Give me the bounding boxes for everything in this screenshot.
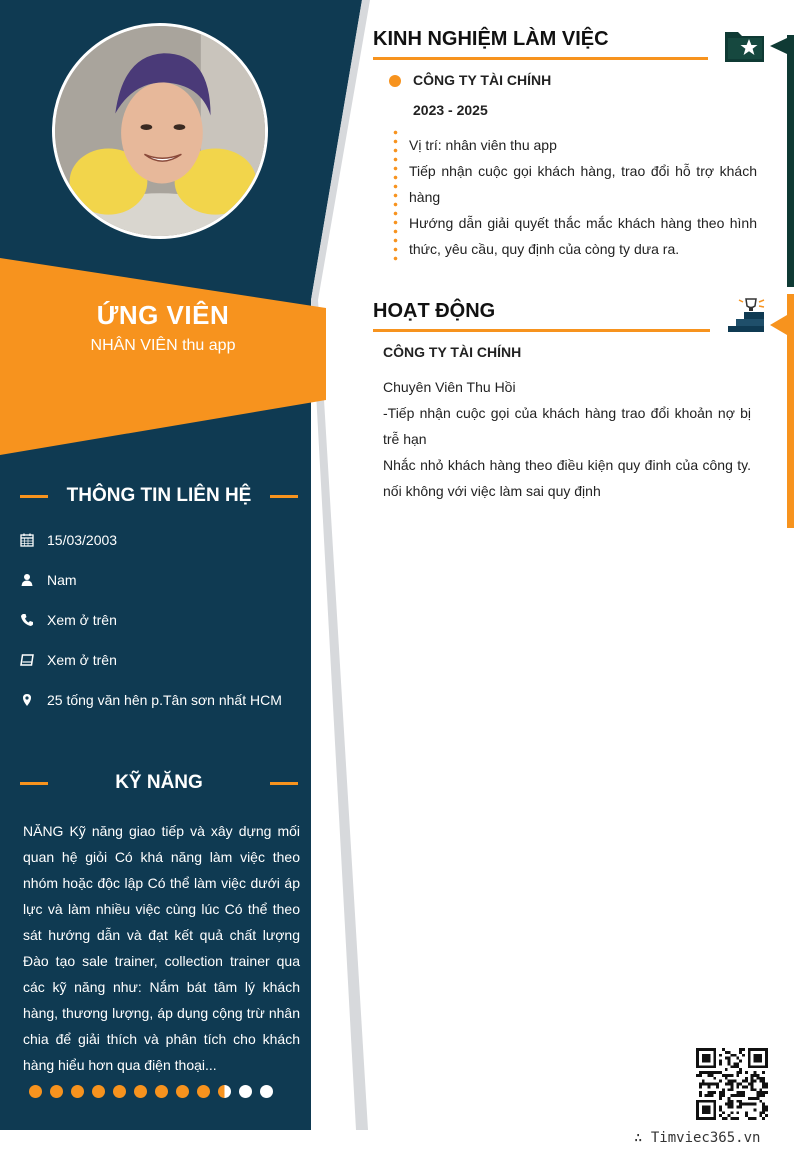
contact-address <box>20 688 320 712</box>
heading-bar-left <box>20 495 48 498</box>
skill-dot <box>260 1085 273 1098</box>
activities-pointer <box>770 315 787 335</box>
stairs-trophy-icon <box>726 296 766 334</box>
birthday-value: 15/03/2003 <box>47 532 118 548</box>
skill-dot <box>113 1085 126 1098</box>
candidate-name: ỨNG VIÊN <box>96 300 230 330</box>
experience-company: CÔNG TY TÀI CHÍNH <box>413 72 552 88</box>
activities-line: Chuyên Viên Thu Hồi <box>383 379 516 395</box>
activities-line: -Tiếp nhận cuộc gọi của khách hàng trao đổi khoản nợ bị trễ hạn <box>383 405 751 447</box>
folder-star-icon <box>724 28 766 64</box>
skill-dot <box>134 1085 147 1098</box>
activities-heading-underline <box>373 329 710 332</box>
contact-birthday <box>20 528 320 552</box>
skill-dot <box>155 1085 168 1098</box>
phone-value: Xem ở trên <box>47 612 117 628</box>
contact-phone <box>20 608 320 632</box>
skill-dot <box>71 1085 84 1098</box>
contact-heading-text: THÔNG TIN LIÊN HỆ <box>66 485 252 506</box>
experience-line: Hướng dẫn giải quyết thắc mắc khách hàng theo hình thức, yêu cầu, quy định của còng ty dưa ra. <box>409 215 757 257</box>
experience-heading: KINH NGHIỆM LÀM VIỆC <box>373 28 609 50</box>
skill-dot <box>50 1085 63 1098</box>
avatar <box>52 23 268 239</box>
skills-description: NĂNG Kỹ năng giao tiếp và xây dựng mối quan hệ giỏi Có khá năng làm việc theo nhóm hoặc độc lập Có thể làm việc dưới áp lực và làm nhiều việc cùng lúc Có thể theo sát hướng dẫn và đạt kết quả chất lượng Đào tạo sale trainer, collection trainer qua các kỹ năng như: Nắm bát tâm lý khách hàng, thương lượng, áp dụng cộng trừ nhân chia để giải thích và phân tích cho khách hàng hiểu hơn qua điện thoại... <box>23 823 300 1073</box>
email-icon <box>20 650 47 670</box>
experience-period: 2023 - 2025 <box>413 102 488 118</box>
user-icon <box>20 570 47 590</box>
calendar-icon <box>20 530 47 550</box>
activities-line: Nhắc nhỏ khách hàng theo điều kiện quy đinh của công ty. nối không với việc làm sai quy định <box>383 457 751 499</box>
skills-heading <box>20 768 298 798</box>
experience-side-bar <box>787 35 794 287</box>
activities-company: CÔNG TY TÀI CHÍNH <box>383 344 522 360</box>
qr-code[interactable] <box>696 1048 768 1120</box>
address-value: 25 tống văn hên p.Tân sơn nhất HCM <box>47 692 282 708</box>
contact-heading <box>20 481 298 511</box>
skill-dot <box>239 1085 252 1098</box>
activities-description <box>383 374 751 504</box>
activities-side-bar <box>787 294 794 528</box>
experience-line: Tiếp nhận cuộc gọi khách hàng, trao đổi hỗ trợ khách hàng <box>409 163 757 205</box>
skills-heading-text: KỸ NĂNG <box>115 772 203 793</box>
skill-dot <box>197 1085 210 1098</box>
experience-description <box>409 132 757 262</box>
gender-value: Nam <box>47 572 77 588</box>
experience-line: Vị trí: nhân viên thu app <box>409 137 557 153</box>
contact-gender <box>20 568 320 592</box>
timeline-dot <box>389 75 401 87</box>
brand-footer[interactable]: ∴ Timviec365.vn <box>634 1130 761 1146</box>
email-value: Xem ở trên <box>47 652 117 668</box>
phone-icon <box>20 610 47 630</box>
activities-heading: HOẠT ĐỘNG <box>373 300 496 322</box>
heading-bar-left <box>20 782 48 785</box>
skill-rating <box>29 1085 273 1098</box>
heading-bar-right <box>270 495 298 498</box>
avatar-photo <box>55 26 265 236</box>
candidate-header <box>0 300 326 355</box>
candidate-position: NHÂN VIÊN thu app <box>90 337 236 354</box>
map-pin-icon <box>20 690 47 710</box>
heading-bar-right <box>270 782 298 785</box>
skill-dot <box>176 1085 189 1098</box>
experience-pointer <box>770 38 787 54</box>
skill-dot <box>218 1085 231 1098</box>
skill-dot <box>92 1085 105 1098</box>
skill-dot <box>29 1085 42 1098</box>
contact-email <box>20 648 320 672</box>
experience-heading-underline <box>373 57 708 60</box>
timeline-dotted-line <box>393 128 398 264</box>
